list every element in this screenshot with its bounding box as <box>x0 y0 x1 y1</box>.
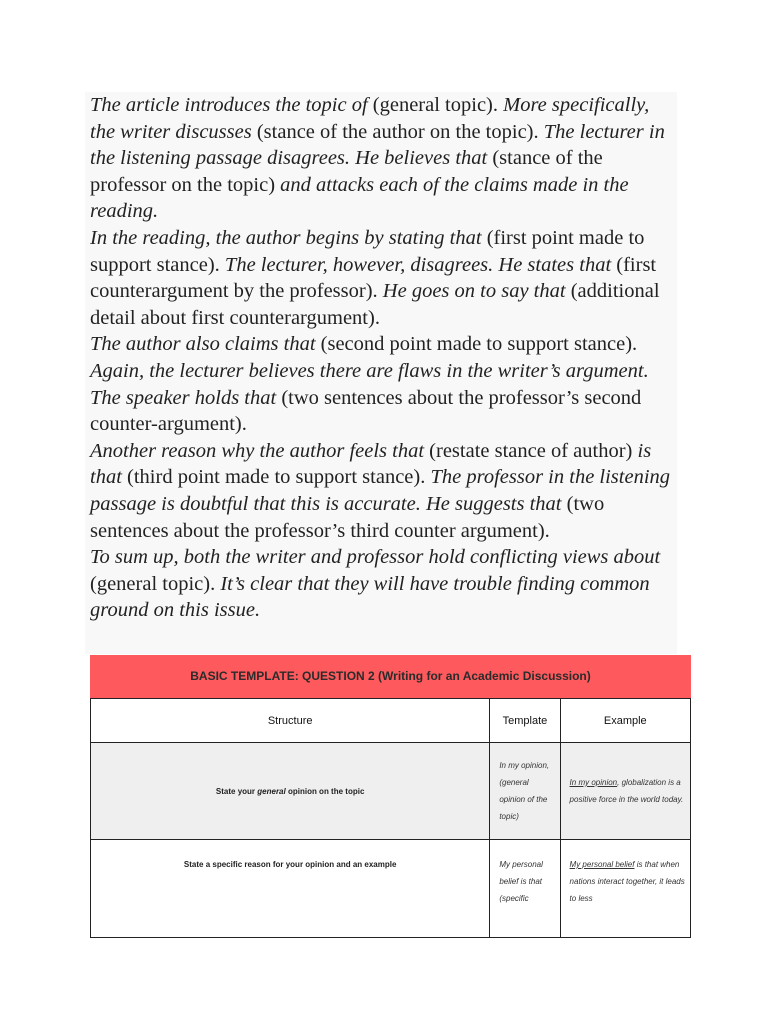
example-cell: My personal belief is that when nations interact together, it leads to less <box>560 840 690 938</box>
placeholder-text: (stance of the professor on the topic) <box>90 147 603 196</box>
template-phrase: More specifically, the writer discusses <box>90 94 650 143</box>
placeholder-text: (restate stance of author) <box>429 439 638 462</box>
placeholder-text: (two sentences about the professor’s second counter-argument). <box>90 386 642 436</box>
structure-cell: State your general opinion on the topic <box>91 743 490 840</box>
template-phrase: The lecturer, however, disagrees. He states that <box>224 253 617 276</box>
template-phrase: The lecturer in the listening passage disagrees. He believes that <box>90 120 665 170</box>
template-phrase: In the reading, the author begins by stating that <box>90 226 487 249</box>
placeholder-text: (two sentences about the professor’s third counter argument). <box>90 492 605 542</box>
placeholder-text: (second point made to support stance). <box>320 333 638 356</box>
template-phrase: It’s clear that they will have trouble finding common ground on this issue. <box>90 572 650 622</box>
template-banner: BASIC TEMPLATE: QUESTION 2 (Writing for an Academic Discussion) <box>90 655 691 698</box>
placeholder-text: (general topic). <box>90 572 221 595</box>
placeholder-text: (additional detail about first counterargument). <box>90 280 660 329</box>
template-phrase: is that <box>90 439 652 489</box>
header-structure: Structure <box>91 699 490 743</box>
template-phrase: He goes on to say that <box>382 280 571 303</box>
template-grid <box>90 698 691 938</box>
template-phrase: The article introduces the topic of <box>90 94 373 116</box>
structure-cell: State a specific reason for your opinion and an example <box>91 840 490 938</box>
essay-paragraph-4 <box>85 438 677 544</box>
placeholder-text: (third point made to support stance). <box>127 466 431 489</box>
placeholder-text: (general topic). <box>372 94 504 116</box>
template-phrase: and attacks each of the claims made in the reading. <box>90 173 629 223</box>
essay-paragraph-2 <box>85 225 677 331</box>
table-row <box>91 743 691 840</box>
essay-paragraph-5 <box>85 544 677 624</box>
template-cell: My personal belief is that (specific <box>490 840 560 938</box>
template-phrase: The author also claims that <box>90 333 321 356</box>
template-phrase: Another reason why the author feels that <box>90 439 430 462</box>
basic-template-table <box>90 655 691 938</box>
template-cell: In my opinion, (general opinion of the topic) <box>490 743 560 840</box>
example-cell: In my opinion, globalization is a positive force in the world today. <box>560 743 690 840</box>
template-phrase: To sum up, both the writer and professor hold conflicting views about <box>90 546 661 569</box>
template-phrase: Again, the lecturer believes there are flaws in the writer’s argument. The speaker holds that <box>90 359 649 409</box>
template-phrase: The professor in the listening passage is doubtful that this is accurate. He suggests that <box>90 466 671 515</box>
placeholder-text: (first point made to support stance). <box>90 226 645 276</box>
header-template: Template <box>490 699 560 743</box>
header-example: Example <box>560 699 690 743</box>
table-row <box>91 840 691 938</box>
header-row <box>91 699 691 743</box>
essay-paragraph-1 <box>85 92 677 225</box>
placeholder-text: (first counterargument by the professor). <box>90 253 657 303</box>
placeholder-text: (stance of the author on the topic). <box>256 120 544 143</box>
essay-paragraph-3 <box>85 331 677 437</box>
essay-template-text <box>85 92 677 654</box>
